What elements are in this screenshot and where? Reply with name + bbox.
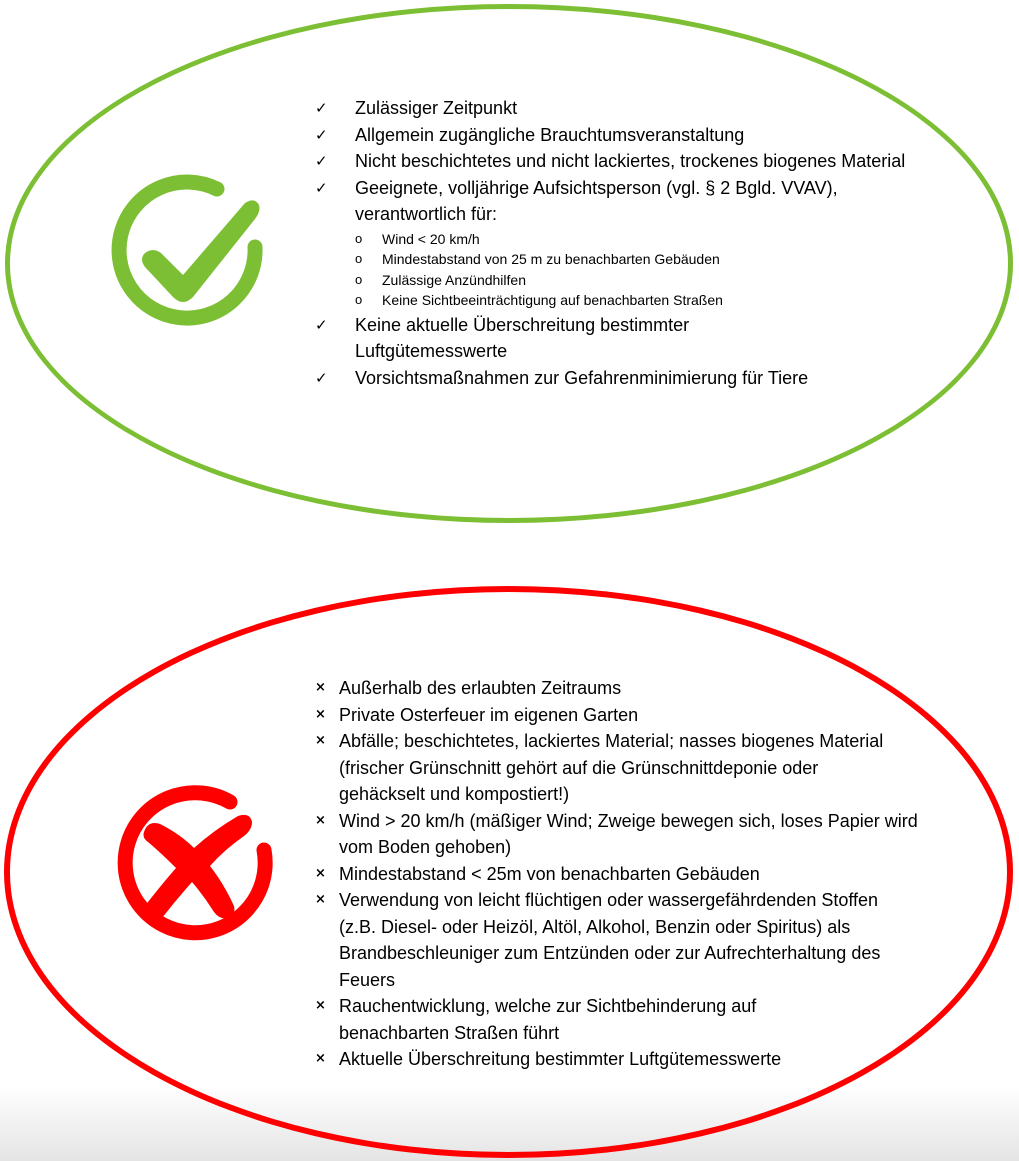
list-item: × Wind > 20 km/h (mäßiger Wind; Zweige bewegen sich, loses Papier wird vom Boden gehoben) [315, 808, 919, 861]
list-item: × Rauchentwicklung, welche zur Sichtbehinderung auf benachbarten Straßen führt [315, 993, 859, 1046]
circle-bullet-icon: o [355, 230, 363, 246]
cross-circle-icon [106, 778, 276, 948]
circle-bullet-icon: o [355, 271, 363, 287]
allowed-list [315, 95, 915, 391]
cross-mark-icon: × [315, 733, 326, 748]
list-item: × Private Osterfeuer im eigenen Garten [315, 702, 915, 729]
check-circle-icon [105, 167, 275, 337]
checkmark-icon: ✓ [315, 368, 328, 387]
list-item: ✓ Nicht beschichtetes und nicht lackiertes, trockenes biogenes Material [315, 148, 915, 175]
circle-bullet-icon: o [355, 292, 363, 307]
list-item: × Mindestabstand < 25m von benachbarten Gebäuden [315, 861, 915, 888]
circle-bullet-icon: o [355, 251, 363, 266]
sublist-item: o Wind < 20 km/h [355, 229, 915, 250]
list-item: ✓ Vorsichtsmaßnahmen zur Gefahrenminimierung für Tiere [315, 365, 915, 392]
list-item: × Aktuelle Überschreitung bestimmter Luftgütemesswerte [315, 1046, 915, 1073]
sublist-item: o Mindestabstand von 25 m zu benachbarten Gebäuden [355, 249, 915, 270]
list-item: ✓ Geeignete, volljährige Aufsichtsperson (vgl. § 2 Bgld. VVAV), verantwortlich für: o Wind < 20 km/h o Mindestabstand von 25 m zu benachbarten Gebäuden o Zulässige Anzündhilfen o Keine Sichtbeeinträchtigung auf benachbarten Straßen [315, 175, 915, 311]
list-item: × Abfälle; beschichtetes, lackiertes Material; nasses biogenes Material (frischer Grünschnitt gehört auf die Grünschnittdeponie oder gehäckselt und kompostiert!) [315, 728, 899, 808]
checkmark-icon: ✓ [315, 315, 328, 334]
list-item: ✓ Zulässiger Zeitpunkt [315, 95, 915, 122]
cross-mark-icon: × [315, 1051, 326, 1066]
cross-mark-icon: × [315, 998, 326, 1013]
list-item: × Verwendung von leicht flüchtigen oder wassergefährdenden Stoffen (z.B. Diesel- oder Heizöl, Altöl, Alkohol, Benzin oder Spiritus) als Brandbeschleuniger zum Entzünden oder zur Aufrechterhaltung des Feuers [315, 887, 904, 993]
sublist-item: o Zulässige Anzündhilfen [355, 270, 915, 291]
cross-mark-icon: × [315, 706, 326, 722]
checkmark-icon: ✓ [315, 152, 328, 170]
cross-mark-icon: × [315, 892, 326, 907]
list-item: ✓ Keine aktuelle Überschreitung bestimmter Luftgütemesswerte [315, 312, 775, 365]
sublist-item: o Keine Sichtbeeinträchtigung auf benachbarten Straßen [355, 290, 915, 311]
checkmark-icon: ✓ [315, 99, 328, 117]
cross-mark-icon: × [315, 865, 326, 881]
list-item: ✓ Allgemein zugängliche Brauchtumsveranstaltung [315, 122, 915, 149]
supervisor-responsibilities-sublist [355, 229, 915, 311]
cross-mark-icon: × [315, 812, 326, 828]
checkmark-icon: ✓ [315, 178, 328, 197]
cross-mark-icon: × [315, 680, 326, 695]
checkmark-icon: ✓ [315, 125, 328, 144]
forbidden-list [315, 675, 918, 1073]
list-item: × Außerhalb des erlaubten Zeitraums [315, 675, 915, 702]
